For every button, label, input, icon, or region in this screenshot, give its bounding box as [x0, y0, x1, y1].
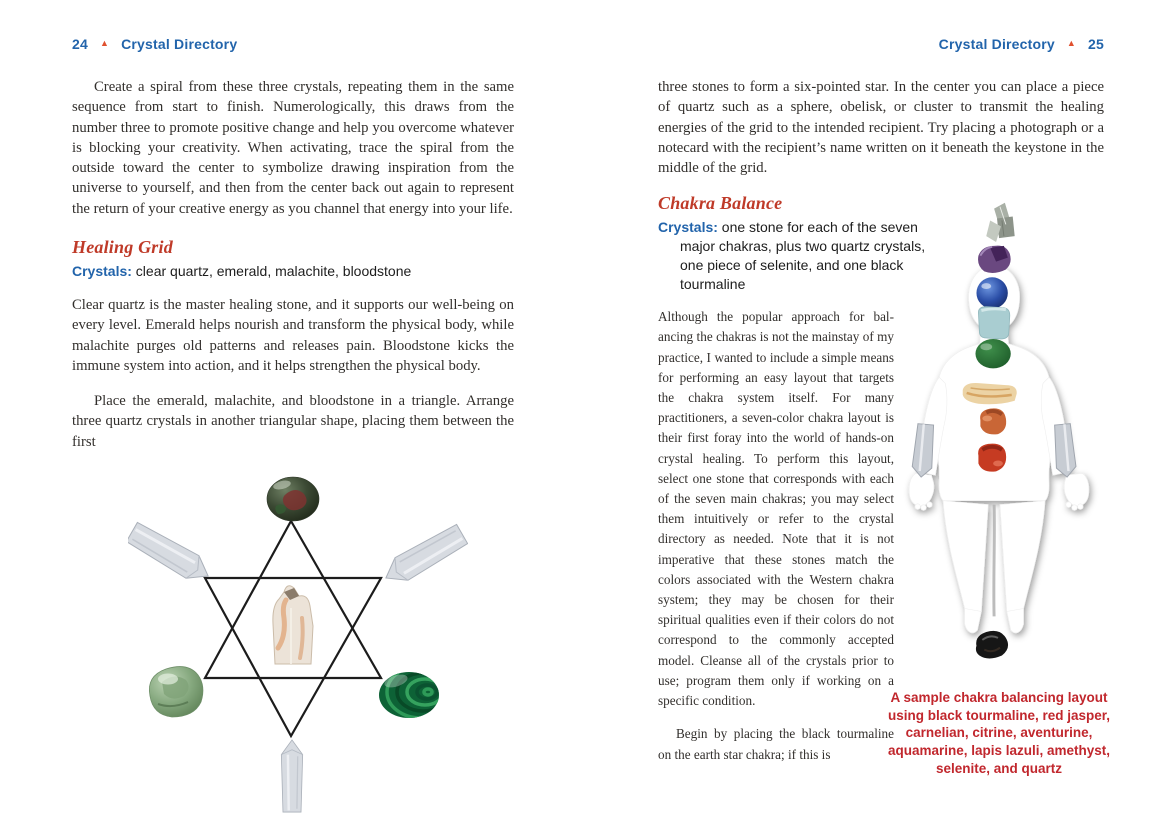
triangle-icon: ▲ — [99, 37, 110, 48]
crystals-list: one stone for each of the seven major chakras, plus two quartz crystals, one piece of selenite, and one black tourmaline — [680, 219, 926, 293]
stone-amethyst — [978, 246, 1011, 273]
section-heading-healing-grid: Healing Grid — [72, 237, 173, 258]
page-number-right: 25 — [1088, 36, 1104, 52]
stone-clear-quartz-upper-left — [128, 521, 215, 588]
stone-citrine — [963, 383, 1017, 404]
crystals-label: Crystals: — [72, 263, 132, 280]
crystals-line-healing-grid — [72, 262, 514, 281]
crystals-list: clear quartz, emerald, malachite, bloodstone — [131, 263, 412, 280]
stone-quartz-cluster-center — [273, 586, 313, 664]
page-number-left: 24 — [72, 36, 88, 52]
stone-malachite — [379, 666, 455, 718]
stone-clear-quartz-upper-right — [379, 523, 468, 590]
running-head-right — [658, 36, 1104, 52]
stone-red-jasper — [978, 444, 1006, 472]
intro-paragraph: Create a spiral from these three crystals, repeating them in the same sequence from start to finish. Numerologically, this draws from the number three to promote positive change and help you overcome whatever is blocking your creativity. When activating, trace the spiral from the outside toward the center to symbolize drawing inspiration from the universe to yourself, and then from the center back out again to represent the return of your creative energy as you channel that energy into your life. — [72, 79, 514, 217]
chakra-balance-text-column — [658, 193, 926, 778]
stone-bloodstone — [267, 477, 319, 521]
stone-clear-quartz-bottom — [281, 740, 302, 812]
stone-lapis-lazuli — [976, 277, 1007, 308]
stone-selenite — [986, 203, 1014, 242]
stone-black-tourmaline — [976, 631, 1008, 659]
running-head-title-left: Crystal Directory — [121, 36, 238, 52]
running-head-title-right: Crystal Directory — [938, 36, 1055, 52]
chakra-balance-paragraph-2: Begin by placing the black tourmaline on the earth star chakra; if this is — [658, 726, 894, 762]
figure-caption: A sample chakra balancing layout using black tourmaline, red jasper, carnelian, citrine, aventurine, aquamarine, lapis lazuli, amethyst, selenite, and quartz — [887, 690, 1111, 776]
stone-aventurine — [975, 339, 1010, 368]
stone-aquamarine — [978, 307, 1009, 339]
healing-grid-paragraph-1: Clear quartz is the master healing stone, and it supports our well-being on every level. Emerald helps nourish and transform the physical body, while malachite purges old patterns and releases pain. Bloodstone kicks the immune system into action, and it helps strengthen the physical body. — [72, 297, 514, 374]
crystals-label: Crystals: — [658, 219, 718, 236]
stone-carnelian — [980, 408, 1006, 434]
stone-emerald — [149, 666, 203, 716]
healing-grid-paragraph-2: Place the emerald, malachite, and bloodstone in a triangle. Arrange three quartz crystals in another triangular shape, placing them between the first — [72, 392, 514, 450]
healing-grid-diagram — [128, 468, 468, 820]
running-head-left — [72, 36, 514, 52]
chakra-layout-figure — [896, 193, 1102, 683]
page-right — [658, 0, 1111, 778]
between-legs-shading — [994, 505, 995, 617]
chakra-balance-paragraph-1: Although the popular approach for balancing the chakras is not the mainstay of my practice, I wanted to include a simple means for performing an easy layout that targets the chakra system itself. For many practitioners, a seven-color chakra layout is their first foray into the world of hands-on crystal healing. To perform this layout, select one stone that corresponds with each of the seven main chakras; you may select them intuitively or refer to the crystal directory as needed. Note that it is not imperative that these stones match the colors associated with the Western chakra system; they may be chosen for their spiritual qualities even if their colors do not correspond to the commonly accepted model. Cleanse all of the crystals prior to use; program them only if working on a specific condition. — [658, 309, 894, 709]
section-heading-chakra-balance: Chakra Balance — [658, 193, 783, 214]
six-pointed-star-figure — [128, 468, 468, 820]
triangle-icon: ▲ — [1066, 37, 1077, 48]
page-left — [72, 0, 514, 820]
crystals-line-chakra-balance — [658, 218, 930, 294]
continued-paragraph: three stones to form a six-pointed star. In the center you can place a piece of quartz such as a sphere, obelisk, or cluster to transmit the healing energies of the grid to the intended recipient. Try placing a photograph or a notecard with the recipient’s name written on it beneath the keystone in the middle of the grid. — [658, 79, 1104, 177]
chakra-figure-column — [887, 193, 1111, 778]
chakra-balance-columns — [658, 193, 1111, 778]
